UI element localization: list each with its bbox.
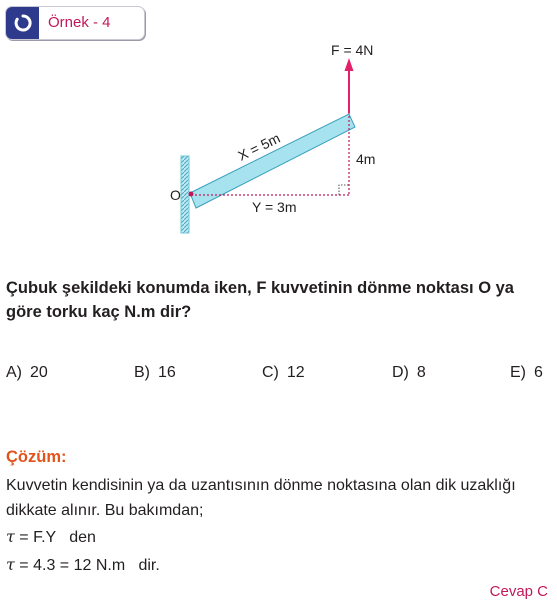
pivot-label: O [170,187,181,203]
tau-symbol: τ [6,527,15,546]
solution-text: Kuvvetin kendisinin ya da uzantısının dönme noktasına olan dik uzaklığı dikkate alınır. Bu bakımdan; [6,477,516,519]
hypotenuse-label: X = 5m [235,129,283,164]
choice-letter: A) [6,364,22,381]
choice-letter: C) [262,364,279,381]
torque-diagram [0,0,557,260]
choice-b[interactable] [134,364,176,382]
choice-a[interactable] [6,364,48,382]
vertical-label: 4m [356,151,376,167]
wall [181,156,189,233]
choice-value: 16 [158,364,176,381]
choice-d[interactable] [392,364,426,382]
choice-letter: E) [510,364,526,381]
choice-c[interactable] [262,364,305,382]
equation-2-rest: = 4.3 = 12 N.m dir. [14,557,160,574]
equation-1-rest: = F.Y den [14,529,96,546]
choice-e[interactable] [510,364,543,382]
question-text: Çubuk şekildeki konumda iken, F kuvvetinin dönme noktası O ya göre torku kaç N.m dir? [6,279,514,321]
example-label: Örnek - 4 [48,14,111,31]
force-arrow-head [345,58,354,71]
choice-value: 6 [534,364,543,381]
equation-1 [6,527,96,547]
answer-choices [6,364,548,384]
tau-symbol: τ [6,555,15,574]
horizontal-label: Y = 3m [252,199,297,215]
pivot-point [189,192,194,197]
choice-letter: D) [392,364,409,381]
force-label: F = 4N [331,42,374,58]
rod [190,114,355,208]
right-angle-marker [339,185,349,195]
choice-value: 8 [416,364,426,381]
solution-title: Çözüm: [6,448,67,466]
choice-letter: B) [134,364,150,381]
choice-value: 12 [286,364,305,381]
equation-2 [6,555,160,575]
choice-value: 20 [30,364,48,381]
answer-label: Cevap C [489,583,548,600]
